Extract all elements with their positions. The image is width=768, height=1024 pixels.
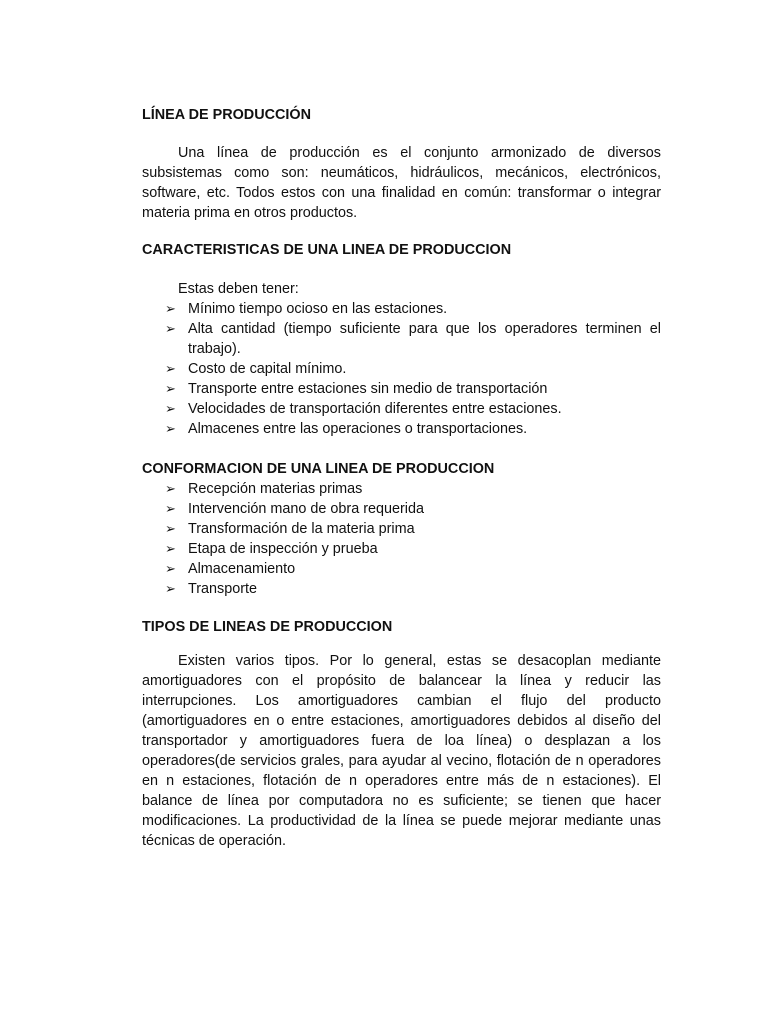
arrowhead-bullet-icon: ➢ xyxy=(165,581,176,596)
list-item: ➢ Mínimo tiempo ocioso en las estaciones. xyxy=(165,301,448,317)
intro-paragraph: Una línea de producción es el conjunto armonizado de diversos subsistemas como son: neumáticos, hidráulicos, mecánicos, electrónicos, software, etc. Todos estos con una finalidad en común: transformar o integrar materia prima en otros productos. xyxy=(142,145,661,221)
conformation-heading: CONFORMACION DE UNA LINEA DE PRODUCCION xyxy=(142,461,495,477)
list-item: ➢ Recepción materias primas xyxy=(165,481,363,497)
list-item: ➢ Velocidades de transportación diferentes entre estaciones. xyxy=(165,401,562,417)
list-item: ➢ Etapa de inspección y prueba xyxy=(165,541,378,557)
arrowhead-bullet-icon: ➢ xyxy=(165,321,176,336)
conformation-list xyxy=(142,479,661,599)
characteristics-heading: CARACTERISTICAS DE UNA LINEA DE PRODUCCION xyxy=(142,242,512,258)
list-item: ➢ Costo de capital mínimo. xyxy=(165,361,347,377)
arrowhead-bullet-icon: ➢ xyxy=(165,501,176,516)
arrowhead-bullet-icon: ➢ xyxy=(165,481,176,496)
list-item: ➢ Alta cantidad (tiempo suficiente para que los operadores terminen el trabajo). xyxy=(165,321,661,357)
arrowhead-bullet-icon: ➢ xyxy=(165,361,176,376)
list-item: ➢ Almacenamiento xyxy=(165,561,296,577)
arrowhead-bullet-icon: ➢ xyxy=(165,421,176,436)
arrowhead-bullet-icon: ➢ xyxy=(165,301,176,316)
list-item: ➢ Transporte entre estaciones sin medio de transportación xyxy=(165,381,548,397)
arrowhead-bullet-icon: ➢ xyxy=(165,401,176,416)
arrowhead-bullet-icon: ➢ xyxy=(165,541,176,556)
arrowhead-bullet-icon: ➢ xyxy=(165,561,176,576)
document-title: LÍNEA DE PRODUCCIÓN xyxy=(142,107,311,123)
types-heading: TIPOS DE LINEAS DE PRODUCCION xyxy=(142,619,393,635)
list-item: ➢ Intervención mano de obra requerida xyxy=(165,501,424,517)
list-item: ➢ Almacenes entre las operaciones o transportaciones. xyxy=(165,421,528,437)
arrowhead-bullet-icon: ➢ xyxy=(165,381,176,396)
characteristics-intro: Estas deben tener: xyxy=(178,281,299,297)
types-paragraph: Existen varios tipos. Por lo general, estas se desacoplan mediante amortiguadores con el propósito de balancear la línea y reducir las interrupciones. Los amortiguadores cambian el flujo del producto (amortiguadores en o entre estaciones, amortiguadores debidos al diseño del transportador y amortiguadores fuera de loa línea) o desplazan a los operadores(de servicios grales, para ayudar al vecino, flotación de n operadores en n estaciones, flotación de n operadores entre más de n estaciones). El balance de línea por computadora no es suficiente; se tienen que hacer modificaciones. La productividad de la línea se puede mejorar mediante unas técnicas de operación. xyxy=(142,653,661,849)
arrowhead-bullet-icon: ➢ xyxy=(165,521,176,536)
list-item: ➢ Transporte xyxy=(165,581,258,597)
list-item: ➢ Transformación de la materia prima xyxy=(165,521,415,537)
characteristics-list xyxy=(142,299,661,439)
